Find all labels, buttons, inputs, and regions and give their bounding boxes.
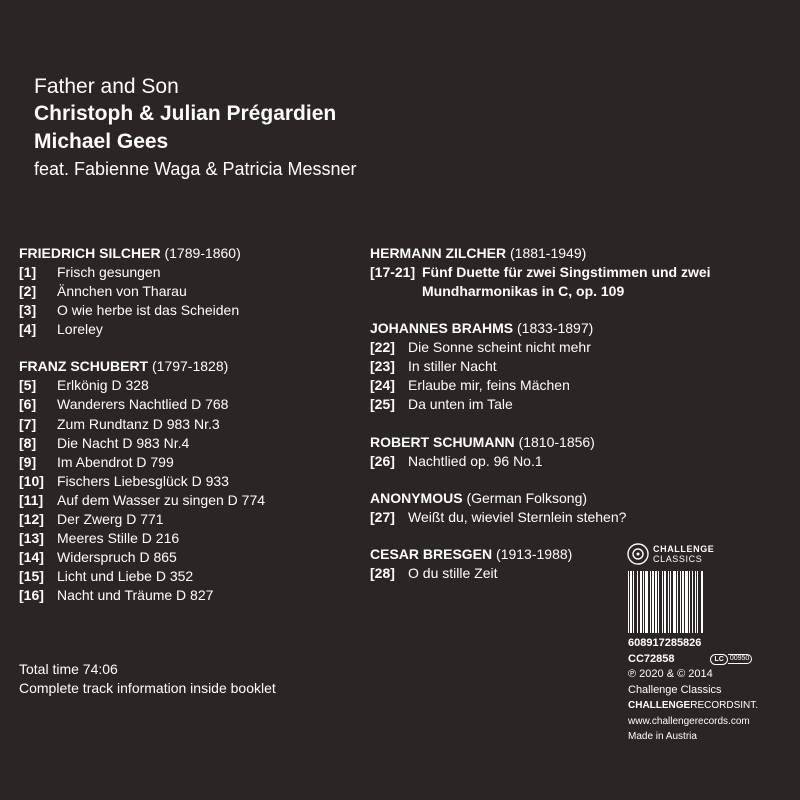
track-item: [19, 263, 339, 282]
composer-dates: (1913-1988): [496, 545, 573, 562]
track-title: Nachtlied op. 96 No.1: [408, 452, 543, 469]
footer-info: [19, 660, 276, 698]
lc-mark: LC: [710, 654, 727, 665]
copyright-line: ℗ 2020 & © 2014: [628, 668, 713, 680]
booklet-note: Complete track information inside booklet: [19, 680, 276, 696]
track-number: [17-21]: [370, 264, 416, 280]
track-item: [370, 376, 790, 395]
track-item: [370, 263, 790, 301]
track-item: [19, 510, 339, 529]
track-item: [19, 472, 339, 491]
track-number: [27]: [370, 508, 395, 525]
track-number: [13]: [19, 530, 44, 547]
track-title: Der Zwerg D 771: [57, 511, 164, 528]
track-number: [2]: [19, 283, 37, 300]
composer-block: [19, 357, 339, 605]
track-item: [19, 491, 339, 510]
track-number: [6]: [19, 396, 37, 413]
composer-name: ROBERT SCHUMANN: [370, 433, 515, 450]
challenge-logo-icon: [627, 543, 649, 565]
track-item: [19, 529, 339, 548]
track-title: Fünf Duette für zwei Singstimmen und zwei Mundharmonikas in C, op. 109: [422, 264, 711, 300]
track-item: [19, 586, 339, 605]
track-number: [16]: [19, 587, 44, 604]
track-item: [370, 508, 790, 527]
total-time: Total time 74:06: [19, 661, 118, 677]
barcode-image: [627, 571, 737, 633]
track-title: In stiller Nacht: [408, 358, 497, 375]
track-title: O du stille Zeit: [408, 564, 498, 581]
composer-heading: [19, 244, 339, 263]
album-title: Father and Son: [34, 75, 179, 98]
composer-heading: [19, 357, 339, 376]
origin: Made in Austria: [628, 731, 697, 742]
track-title: Die Nacht D 983 Nr.4: [57, 434, 190, 451]
track-item: [19, 301, 339, 320]
composer-block: [370, 244, 790, 301]
album-header: [34, 74, 357, 182]
track-title: Die Sonne scheint nicht mehr: [408, 339, 591, 356]
track-number: [24]: [370, 377, 395, 394]
track-item: [19, 567, 339, 586]
track-number: [12]: [19, 511, 44, 528]
track-item: [19, 376, 339, 395]
track-number: [23]: [370, 358, 395, 375]
track-item: [370, 357, 790, 376]
composer-heading: [370, 319, 790, 338]
label-logo-barcode: [627, 541, 737, 633]
composer-block: [370, 489, 790, 527]
track-item: [19, 415, 339, 434]
artist-line-1: Christoph & Julian Prégardien: [34, 102, 337, 125]
track-title: O wie herbe ist das Scheiden: [57, 302, 240, 319]
track-number: [14]: [19, 549, 44, 566]
composer-dates: (1810-1856): [518, 433, 595, 450]
composer-dates: (1881-1949): [510, 245, 587, 261]
track-title: Wanderers Nachtlied D 768: [57, 396, 229, 413]
track-number: [26]: [370, 452, 395, 469]
track-number: [1]: [19, 264, 37, 280]
barcode-number: 608917285826: [628, 637, 702, 649]
tracklist-left-column: [19, 244, 339, 624]
composer-block: [19, 244, 339, 339]
legal-info: [628, 636, 758, 745]
track-item: [19, 434, 339, 453]
lc-number: 00950: [728, 654, 752, 664]
track-number: [9]: [19, 453, 37, 470]
track-title: Da unten im Tale: [408, 396, 513, 413]
composer-dates: (German Folksong): [466, 489, 588, 506]
records-line: CHALLENGERECORDSINT.: [628, 700, 759, 711]
track-title: Erlkönig D 328: [57, 377, 149, 394]
track-title: Licht und Liebe D 352: [57, 568, 194, 585]
track-number: [3]: [19, 302, 37, 319]
composer-heading: [370, 244, 790, 263]
track-title: Ännchen von Tharau: [57, 283, 187, 300]
track-item: [370, 452, 790, 471]
track-number: [28]: [370, 564, 395, 581]
composer-name: FRANZ SCHUBERT: [19, 358, 149, 375]
website: www.challengerecords.com: [628, 715, 750, 727]
track-title: Erlaube mir, feins Mächen: [408, 377, 570, 394]
track-item: [19, 395, 339, 414]
track-title: Frisch gesungen: [57, 264, 161, 280]
featuring-line: feat. Fabienne Waga & Patricia Messner: [34, 159, 357, 179]
composer-heading: [370, 433, 790, 452]
track-number: [5]: [19, 377, 37, 394]
composer-block: [370, 319, 790, 414]
composer-name: HERMANN ZILCHER: [370, 245, 507, 261]
composer-dates: (1797-1828): [152, 358, 229, 375]
track-item: [19, 548, 339, 567]
composer-dates: (1789-1860): [164, 245, 241, 261]
track-item: [370, 395, 790, 414]
track-number: [10]: [19, 472, 44, 489]
track-number: [4]: [19, 321, 37, 338]
track-item: [370, 338, 790, 357]
track-title: Nacht und Träume D 827: [57, 587, 214, 604]
track-title: Widerspruch D 865: [57, 549, 177, 566]
track-number: [8]: [19, 434, 37, 451]
composer-heading: [370, 489, 790, 508]
track-item: [19, 320, 339, 339]
track-number: [22]: [370, 339, 395, 356]
track-title: Weißt du, wieviel Sternlein stehen?: [408, 508, 627, 525]
logo-line-2: CLASSICS: [653, 554, 703, 564]
track-number: [7]: [19, 415, 37, 432]
track-title: Zum Rundtanz D 983 Nr.3: [57, 415, 220, 432]
track-number: [11]: [19, 491, 44, 508]
track-item: [19, 282, 339, 301]
track-item: [19, 453, 339, 472]
composer-name: FRIEDRICH SILCHER: [19, 245, 161, 261]
track-title: Im Abendrot D 799: [57, 453, 174, 470]
track-number: [15]: [19, 568, 44, 585]
artist-line-2: Michael Gees: [34, 130, 169, 153]
composer-name: CESAR BRESGEN: [370, 545, 493, 562]
track-number: [25]: [370, 396, 395, 413]
composer-name: JOHANNES BRAHMS: [370, 320, 514, 337]
logo-line-1: CHALLENGE: [653, 544, 715, 554]
track-title: Meeres Stille D 216: [57, 530, 180, 547]
challenge-classics-logo: [627, 541, 737, 567]
composer-name: ANONYMOUS: [370, 489, 463, 506]
track-title: Auf dem Wasser zu singen D 774: [57, 491, 266, 508]
label-name: Challenge Classics: [628, 683, 722, 696]
track-title: Loreley: [57, 321, 103, 338]
composer-block: [370, 433, 790, 471]
track-title: Fischers Liebesglück D 933: [57, 472, 229, 489]
composer-dates: (1833-1897): [517, 320, 594, 337]
label-code-badge: [710, 654, 752, 665]
catalog-number: CC72858: [628, 652, 675, 665]
